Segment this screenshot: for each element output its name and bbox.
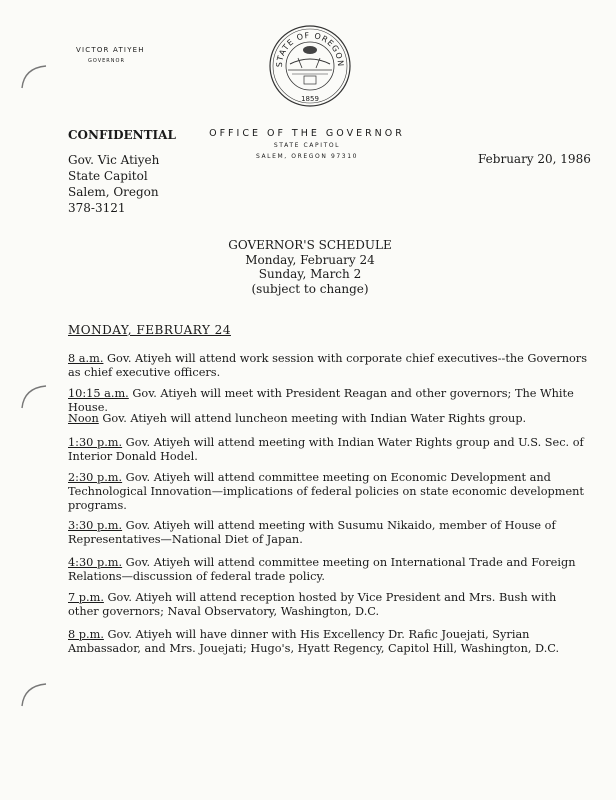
contact-name: Gov. Vic Atiyeh — [68, 153, 160, 167]
confidential-label: CONFIDENTIAL — [68, 128, 176, 142]
entry-time: 3:30 p.m. — [68, 519, 123, 532]
entry-text: Gov. Atiyeh will meet with President Reagan and other governors; The White House. — [68, 387, 574, 414]
punch-hole-mark — [18, 62, 48, 90]
entry-time: Noon — [68, 412, 99, 425]
schedule-entry — [68, 412, 588, 426]
entry-time: 8 a.m. — [68, 352, 104, 365]
entry-text: Gov. Atiyeh will attend committee meeting on International Trade and Foreign Relations—discussion of federal trade policy. — [68, 556, 576, 583]
entry-text: Gov. Atiyeh will attend work session with corporate chief executives--the Governors as chief executive officers. — [68, 352, 588, 379]
entry-text: Gov. Atiyeh will attend committee meeting on Economic Development and Technological Innovation—implications of federal policies on state economic development programs. — [68, 471, 584, 512]
entry-time: 8 p.m. — [68, 628, 104, 641]
contact-city: Salem, Oregon — [68, 185, 159, 199]
letter-date: February 20, 1986 — [478, 152, 591, 166]
entry-time: 10:15 a.m. — [68, 387, 129, 400]
schedule-title: GOVERNOR'S SCHEDULE — [228, 238, 392, 252]
punch-hole-mark — [18, 680, 48, 708]
punch-hole-mark — [18, 382, 48, 410]
state-seal-icon — [268, 24, 352, 108]
entry-text: Gov. Atiyeh will have dinner with His Excellency Dr. Rafic Jouejati, Syrian Ambassador, and Mrs. Jouejati; Hugo's, Hyatt Regency, Capitol Hill, Washington, D.C. — [68, 628, 560, 655]
governor-name: VICTOR ATIYEH — [76, 46, 145, 54]
schedule-entry — [68, 628, 588, 656]
entry-text: Gov. Atiyeh will attend luncheon meeting with Indian Water Rights group. — [98, 412, 527, 425]
schedule-entry — [68, 352, 588, 380]
office-line-city: SALEM, OREGON 97310 — [255, 153, 359, 160]
schedule-entry — [68, 591, 588, 619]
entry-text: Gov. Atiyeh will attend reception hosted by Vice President and Mrs. Bush with other governors; Naval Observatory, Washington, D.C. — [68, 591, 557, 618]
entry-time: 1:30 p.m. — [68, 436, 123, 449]
office-title: OFFICE OF THE GOVERNOR — [209, 128, 405, 139]
seal-text: STATE OF OREGON — [274, 30, 346, 68]
schedule-note: (subject to change) — [251, 281, 369, 296]
day-heading: MONDAY, FEBRUARY 24 — [68, 323, 231, 337]
schedule-entry — [68, 387, 588, 415]
schedule-entry — [68, 436, 588, 464]
office-address-block — [196, 128, 418, 160]
schedule-start-date: Monday, February 24 — [245, 252, 375, 267]
schedule-entry — [68, 556, 588, 584]
contact-address: State Capitol — [68, 169, 148, 183]
contact-block — [68, 152, 159, 216]
entry-text: Gov. Atiyeh will attend meeting with Indian Water Rights group and U.S. Sec. of Interior Donald Hodel. — [68, 436, 584, 463]
entry-time: 4:30 p.m. — [68, 556, 123, 569]
schedule-entry — [68, 519, 588, 547]
schedule-header — [160, 238, 460, 296]
schedule-entry — [68, 471, 588, 513]
schedule-end-date: Sunday, March 2 — [258, 267, 362, 281]
governor-title: GOVERNOR — [88, 58, 125, 64]
office-line-capitol: STATE CAPITOL — [273, 142, 341, 149]
contact-phone: 378-3121 — [68, 201, 126, 215]
seal-year: 1859 — [301, 95, 319, 103]
entry-time: 7 p.m. — [68, 591, 104, 604]
entry-text: Gov. Atiyeh will attend meeting with Susumu Nikaido, member of House of Representatives—National Diet of Japan. — [68, 519, 556, 546]
entry-time: 2:30 p.m. — [68, 471, 123, 484]
